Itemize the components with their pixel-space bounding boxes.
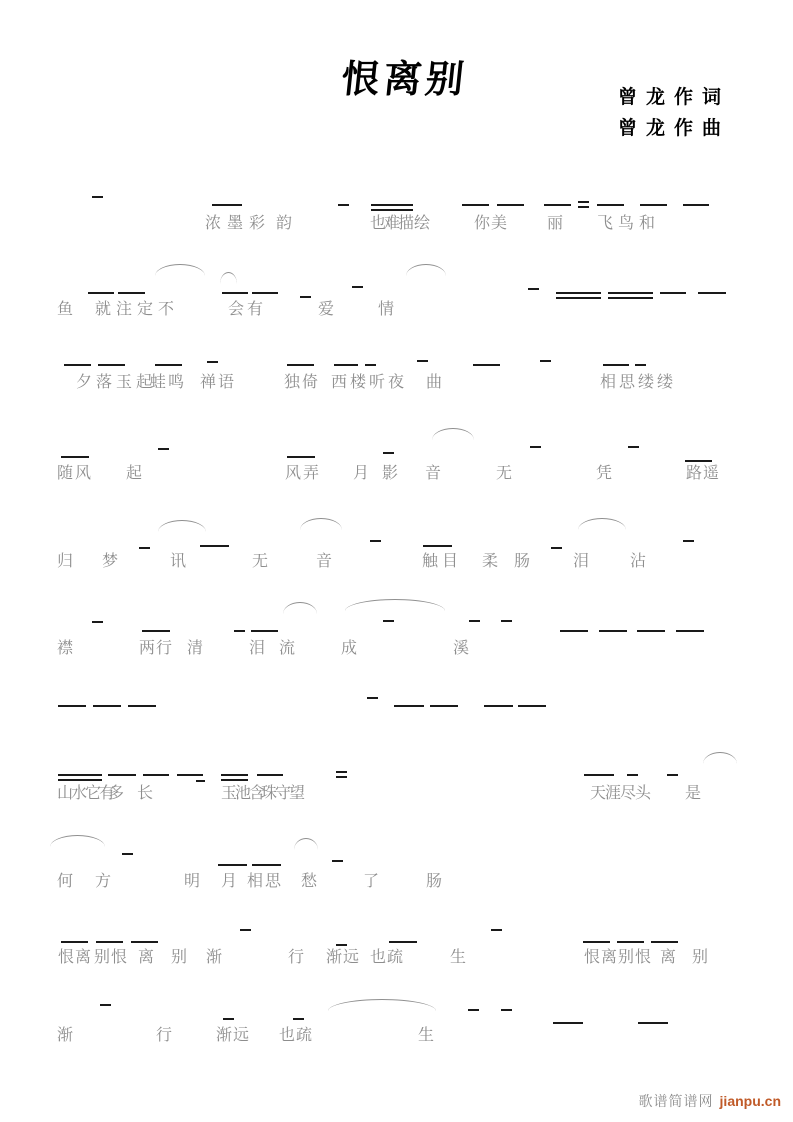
notation-beat-line	[64, 364, 91, 366]
lyric-token: 恨离	[58, 947, 93, 966]
notation-beat-line	[177, 774, 203, 776]
lyric-token: 流	[279, 638, 301, 657]
notation-dash	[207, 361, 218, 363]
notation-dash	[551, 547, 562, 549]
notation-dash	[468, 1009, 479, 1011]
notation-double-line	[556, 292, 601, 299]
notation-beat-line	[651, 941, 678, 943]
notation-beat-line	[131, 941, 158, 943]
notation-dash	[540, 360, 551, 362]
notation-dash	[417, 360, 428, 362]
slur-arc	[345, 599, 445, 611]
lyric-token: 路遥	[686, 463, 721, 482]
lyric-token: 珠守望	[261, 783, 304, 802]
notation-beat-line	[96, 941, 123, 943]
lyric-token: 起	[126, 463, 148, 482]
lyric-token: 两行	[139, 638, 174, 657]
lyric-token: 归	[57, 551, 79, 570]
notation-beat-line	[660, 292, 686, 294]
slur-arc	[578, 518, 626, 530]
watermark	[639, 1091, 781, 1111]
notation-beat-line	[143, 774, 169, 776]
notation-beat-line	[88, 292, 114, 294]
lyric-token: 凭	[596, 463, 618, 482]
notation-dash	[240, 929, 251, 931]
lyric-token: 会有	[228, 299, 267, 318]
notation-beat-line	[462, 204, 489, 206]
notation-dash	[628, 446, 639, 448]
lyric-token: 何	[57, 871, 79, 890]
lyric-token: 也疏	[279, 1025, 314, 1044]
notation-beat-line	[685, 460, 712, 462]
notation-dash	[100, 1004, 111, 1006]
lyric-token: 无	[252, 551, 274, 570]
notation-dash	[122, 853, 133, 855]
notation-dash	[352, 286, 363, 288]
lyric-token: 渐	[57, 1025, 79, 1044]
lyric-token: 泪	[249, 638, 271, 657]
notation-dash	[370, 540, 381, 542]
notation-beat-line	[108, 774, 136, 776]
lyric-token: 音	[425, 463, 447, 482]
notation-beat-line	[640, 204, 667, 206]
notation-beat-line	[637, 630, 665, 632]
lyric-token: 西楼听夜	[331, 372, 408, 391]
lyric-token: 影	[382, 463, 404, 482]
lyric-token: 柔	[482, 551, 504, 570]
slur-arc	[294, 838, 318, 850]
lyric-token: 丽	[547, 213, 569, 232]
notation-beat-line	[394, 705, 424, 707]
lyric-token: 月	[353, 463, 375, 482]
notation-dash	[234, 630, 245, 632]
notation-beat-line	[257, 774, 283, 776]
notation-beat-line	[58, 705, 86, 707]
lyric-token: 曲	[426, 372, 448, 391]
slur-arc	[155, 264, 205, 276]
lyric-token: 夕落玉起	[76, 372, 157, 391]
slur-arc	[432, 428, 474, 440]
lyric-token: 渐远	[216, 1025, 251, 1044]
notation-beat-line	[484, 705, 513, 707]
lyric-token: 爱	[318, 299, 340, 318]
notation-dash	[683, 540, 694, 542]
notation-dash	[223, 1018, 234, 1020]
lyric-token: 渐远	[326, 947, 361, 966]
notation-beat-line	[497, 204, 524, 206]
lyric-token: 相思	[247, 871, 284, 890]
lyric-token: 风弄	[285, 463, 322, 482]
lyric-token: 肠	[514, 551, 536, 570]
lyric-token: 沾	[630, 551, 652, 570]
notation-dash	[196, 780, 205, 782]
composer-credit: 曾龙作曲	[618, 117, 731, 139]
notation-dash	[139, 547, 150, 549]
song-title: 恨离别	[339, 56, 471, 101]
notation-dash	[158, 448, 169, 450]
lyric-token: 肠	[426, 871, 448, 890]
notation-beat-line	[93, 705, 121, 707]
notation-beat-line	[251, 630, 278, 632]
notation-dash	[300, 296, 311, 298]
lyric-token: 禅语	[200, 372, 237, 391]
slur-arc	[406, 264, 446, 276]
lyric-token: 离	[660, 947, 682, 966]
lyric-token: 别恨	[94, 947, 129, 966]
notation-dash	[383, 620, 394, 622]
lyric-token: 恨离	[584, 947, 619, 966]
lyric-token: 玉池含	[221, 783, 264, 802]
slur-arc	[328, 999, 436, 1011]
notation-beat-line	[389, 941, 417, 943]
notation-beat-line	[584, 774, 614, 776]
lyric-token: 了	[363, 871, 385, 890]
lyric-token: 渐	[206, 947, 228, 966]
notation-beat-line	[553, 1022, 583, 1024]
lyric-token: 行	[288, 947, 310, 966]
notation-beat-line	[423, 545, 452, 547]
notation-double-line	[371, 204, 413, 211]
notation-dash	[367, 697, 378, 699]
lyric-token: 溪	[453, 638, 475, 657]
notation-beat-line	[155, 364, 182, 366]
lyric-token: 飞鸟和	[597, 213, 661, 232]
notation-beat-line	[583, 941, 610, 943]
notation-dash	[332, 860, 343, 862]
notation-beat-line	[212, 204, 242, 206]
notation-dash	[365, 364, 376, 366]
notation-dash	[336, 944, 347, 946]
notation-beat-line	[252, 864, 281, 866]
notation-beat-line	[430, 705, 458, 707]
lyric-token: 梦	[102, 551, 124, 570]
lyric-token: 山水它有	[57, 783, 114, 802]
lyric-token: 绘	[414, 213, 436, 232]
lyric-token: 相思缕缕	[600, 372, 677, 391]
lyric-token: 就注定不	[95, 299, 180, 318]
notation-beat-line	[98, 364, 125, 366]
lyric-token: 生	[450, 947, 472, 966]
lyric-token: 成	[341, 638, 363, 657]
lyric-token: 生	[418, 1025, 440, 1044]
notation-beat-line	[287, 364, 314, 366]
notation-beat-line	[638, 1022, 668, 1024]
lyric-token: 韵	[276, 213, 298, 232]
lyric-token: 鱼	[57, 299, 79, 318]
notation-beat-line	[544, 204, 571, 206]
lyric-token: 月	[221, 871, 243, 890]
notation-beat-line	[222, 292, 248, 294]
notation-dash	[667, 774, 678, 776]
notation-beat-line	[61, 456, 89, 458]
slur-arc	[158, 520, 206, 532]
lyric-token: 随风	[57, 463, 94, 482]
lyricist-credit: 曾龙作词	[618, 86, 731, 108]
slur-arc	[703, 752, 737, 764]
notation-beat-line	[218, 864, 247, 866]
lyric-token: 泪	[573, 551, 595, 570]
notation-dash	[92, 621, 103, 623]
notation-double-line	[221, 774, 248, 781]
lyric-token: 情	[378, 299, 400, 318]
notation-beat-line	[61, 941, 88, 943]
lyric-token: 无	[496, 463, 518, 482]
notation-dash	[92, 196, 103, 198]
lyric-token: 浓墨彩	[205, 213, 272, 232]
notation-dash	[501, 620, 512, 622]
lyric-token: 也难描	[370, 213, 413, 232]
lyric-token: 是	[685, 783, 707, 802]
notation-dash	[383, 452, 394, 454]
slur-arc	[283, 602, 317, 614]
lyric-token: 明	[184, 871, 206, 890]
notation-beat-line	[617, 941, 644, 943]
notation-beat-line	[683, 204, 709, 206]
lyric-token: 清	[187, 638, 209, 657]
notation-beat-line	[142, 630, 170, 632]
site-name: 歌谱简谱网	[638, 1093, 714, 1109]
notation-beat-line	[676, 630, 704, 632]
notation-beat-line	[252, 292, 278, 294]
notation-beat-line	[200, 545, 229, 547]
lyric-token: 蛙鸣	[150, 372, 187, 391]
notation-beat-line	[603, 364, 629, 366]
notation-beat-line	[698, 292, 726, 294]
lyric-token: 襟	[57, 638, 79, 657]
lyric-token: 别	[171, 947, 193, 966]
notation-beat-line	[518, 705, 546, 707]
notation-equals-mark	[578, 201, 589, 208]
notation-beat-line	[128, 705, 156, 707]
notation-equals-mark	[336, 771, 347, 778]
notation-beat-line	[118, 292, 145, 294]
notation-dash	[501, 1009, 512, 1011]
notation-dash	[530, 446, 541, 448]
lyric-token: 方	[95, 871, 117, 890]
notation-dash	[627, 774, 638, 776]
notation-dash	[338, 204, 349, 206]
lyric-token: 也疏	[370, 947, 405, 966]
lyric-token: 音	[316, 551, 338, 570]
lyric-token: 行	[156, 1025, 178, 1044]
site-url: jianpu.cn	[719, 1093, 781, 1109]
slur-arc	[220, 272, 237, 284]
lyric-token: 独倚	[284, 372, 321, 391]
notation-dash	[293, 1018, 304, 1020]
lyric-token: 长	[137, 783, 159, 802]
lyric-token: 触目	[422, 551, 463, 570]
notation-beat-line	[599, 630, 627, 632]
lyric-token: 讯	[170, 551, 192, 570]
lyric-token: 天涯尽头	[590, 783, 651, 802]
notation-beat-line	[473, 364, 500, 366]
notation-dash	[469, 620, 480, 622]
notation-beat-line	[597, 204, 624, 206]
notation-beat-line	[560, 630, 588, 632]
notation-dash	[528, 288, 539, 290]
slur-arc	[50, 835, 105, 847]
lyric-token: 愁	[301, 871, 323, 890]
lyric-token: 别	[692, 947, 714, 966]
notation-dash	[491, 929, 502, 931]
notation-dash	[635, 364, 646, 366]
lyric-token: 离	[138, 947, 160, 966]
notation-double-line	[608, 292, 653, 299]
lyric-token: 别恨	[618, 947, 653, 966]
slur-arc	[300, 518, 342, 530]
notation-beat-line	[334, 364, 358, 366]
notation-beat-line	[287, 456, 315, 458]
lyric-token: 你美	[474, 213, 509, 232]
notation-double-line	[58, 774, 102, 781]
lyric-token: 多	[108, 783, 130, 802]
